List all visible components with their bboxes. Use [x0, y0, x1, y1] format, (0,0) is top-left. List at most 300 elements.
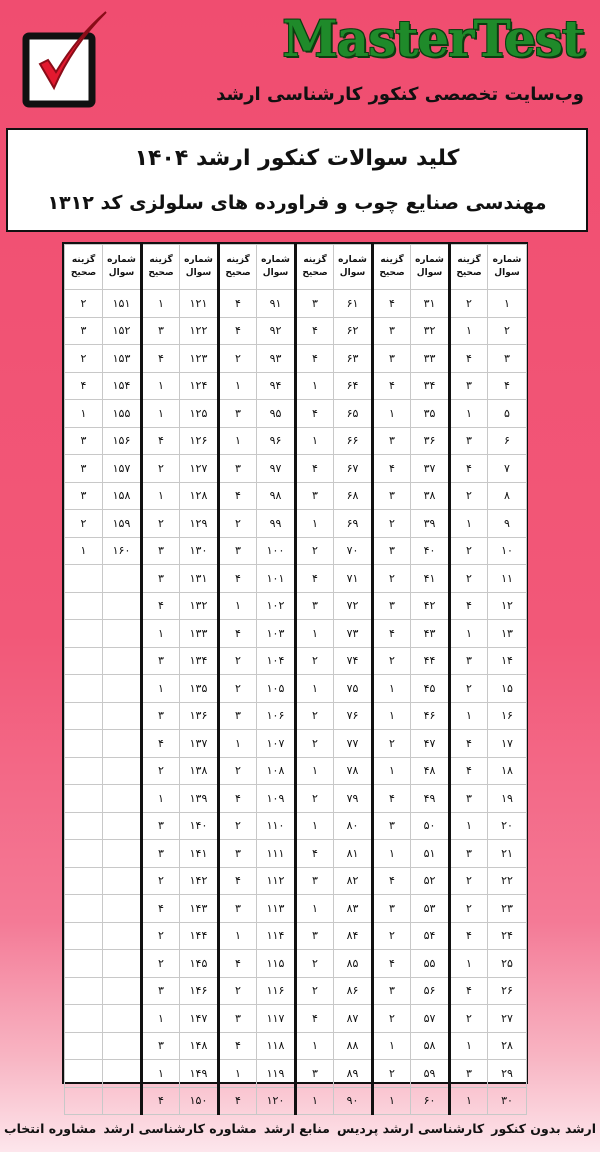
answer-key-table — [64, 244, 527, 1115]
answer-cell: ۴ — [219, 290, 257, 318]
question-number-cell: ۱۱۳ — [257, 895, 296, 923]
answer-cell: ۱ — [450, 1087, 488, 1115]
answer-cell: ۱ — [219, 427, 257, 455]
answer-cell: ۳ — [65, 317, 103, 345]
question-number-cell: ۱۴۶ — [180, 977, 219, 1005]
answer-cell: ۴ — [373, 290, 411, 318]
question-number-cell: ۲۰ — [488, 812, 527, 840]
answer-cell: ۲ — [450, 675, 488, 703]
answer-cell: ۲ — [65, 345, 103, 373]
question-number-cell: ۴۹ — [411, 785, 450, 813]
answer-cell — [65, 620, 103, 648]
question-number-cell: ۱۲۷ — [180, 455, 219, 483]
question-number-cell: ۸۴ — [334, 922, 373, 950]
question-number-cell: ۶۹ — [334, 510, 373, 538]
answer-cell — [65, 647, 103, 675]
question-number-cell: ۳۸ — [411, 482, 450, 510]
question-number-cell: ۲۶ — [488, 977, 527, 1005]
question-number-cell: ۹۰ — [334, 1087, 373, 1115]
question-number-cell: ۱۳۲ — [180, 592, 219, 620]
question-number-cell: ۱ — [488, 290, 527, 318]
question-number-cell: ۶۷ — [334, 455, 373, 483]
answer-cell: ۳ — [373, 977, 411, 1005]
question-number-cell: ۳۰ — [488, 1087, 527, 1115]
answer-cell — [65, 702, 103, 730]
answer-cell: ۱ — [450, 510, 488, 538]
answer-cell: ۴ — [142, 427, 180, 455]
table-row — [65, 702, 527, 730]
question-number-cell: ۵۳ — [411, 895, 450, 923]
question-number-cell: ۷۴ — [334, 647, 373, 675]
answer-cell: ۳ — [219, 1005, 257, 1033]
question-number-cell: ۶۵ — [334, 400, 373, 428]
header-correct-option: گزینه صحیح — [296, 245, 334, 290]
question-number-cell: ۸۷ — [334, 1005, 373, 1033]
answer-cell: ۴ — [142, 1087, 180, 1115]
question-number-cell: ۱۸ — [488, 757, 527, 785]
question-number-cell: ۵۵ — [411, 950, 450, 978]
answer-cell: ۲ — [450, 482, 488, 510]
answer-cell: ۲ — [450, 895, 488, 923]
answer-cell: ۲ — [219, 675, 257, 703]
question-number-cell: ۵۹ — [411, 1060, 450, 1088]
answer-cell — [65, 977, 103, 1005]
answer-cell: ۴ — [373, 455, 411, 483]
table-row — [65, 895, 527, 923]
answer-cell: ۳ — [373, 345, 411, 373]
answer-cell: ۴ — [450, 730, 488, 758]
question-number-cell: ۷۸ — [334, 757, 373, 785]
question-number-cell — [103, 812, 142, 840]
answer-cell: ۲ — [450, 867, 488, 895]
answer-cell — [65, 812, 103, 840]
question-number-cell: ۱۱۵ — [257, 950, 296, 978]
question-number-cell: ۸۰ — [334, 812, 373, 840]
answer-cell: ۱ — [296, 372, 334, 400]
answer-cell — [65, 785, 103, 813]
question-number-cell: ۱۴ — [488, 647, 527, 675]
footer-link[interactable]: منابع ارشد — [263, 1120, 330, 1136]
answer-cell: ۳ — [296, 290, 334, 318]
question-number-cell: ۱۳۱ — [180, 565, 219, 593]
answer-cell: ۲ — [142, 922, 180, 950]
answer-cell: ۱ — [373, 702, 411, 730]
question-number-cell: ۹۸ — [257, 482, 296, 510]
answer-cell — [65, 1060, 103, 1088]
question-number-cell: ۱۵۹ — [103, 510, 142, 538]
answer-cell: ۱ — [373, 1087, 411, 1115]
answer-cell: ۴ — [142, 592, 180, 620]
answer-cell: ۲ — [142, 867, 180, 895]
question-number-cell: ۱۳۹ — [180, 785, 219, 813]
answer-cell: ۴ — [373, 867, 411, 895]
answer-cell: ۱ — [373, 1032, 411, 1060]
question-number-cell: ۱۲۶ — [180, 427, 219, 455]
answer-cell — [65, 840, 103, 868]
answer-cell: ۳ — [219, 702, 257, 730]
question-number-cell: ۱۴۳ — [180, 895, 219, 923]
question-number-cell: ۳۵ — [411, 400, 450, 428]
question-number-cell: ۴۸ — [411, 757, 450, 785]
answer-cell: ۴ — [296, 565, 334, 593]
table-row — [65, 455, 527, 483]
answer-cell: ۲ — [219, 757, 257, 785]
answer-cell: ۴ — [450, 345, 488, 373]
question-number-cell: ۷۰ — [334, 537, 373, 565]
question-number-cell: ۲ — [488, 317, 527, 345]
question-number-cell: ۴۲ — [411, 592, 450, 620]
answer-cell: ۲ — [65, 290, 103, 318]
table-row — [65, 977, 527, 1005]
answer-cell: ۱ — [373, 400, 411, 428]
question-number-cell: ۵۴ — [411, 922, 450, 950]
answer-cell: ۱ — [142, 290, 180, 318]
answer-cell: ۳ — [296, 867, 334, 895]
question-number-cell: ۱۲۸ — [180, 482, 219, 510]
answer-cell: ۴ — [450, 922, 488, 950]
answer-cell: ۱ — [450, 400, 488, 428]
table-row — [65, 922, 527, 950]
answer-cell: ۱ — [142, 482, 180, 510]
answer-cell: ۱ — [450, 702, 488, 730]
question-number-cell: ۲۵ — [488, 950, 527, 978]
answer-cell: ۱ — [450, 1032, 488, 1060]
header-question-number: شماره سوال — [488, 245, 527, 290]
answer-cell: ۱ — [296, 895, 334, 923]
table-header-row — [65, 245, 527, 290]
answer-cell — [65, 592, 103, 620]
question-number-cell: ۵۰ — [411, 812, 450, 840]
answer-key-table-container — [62, 242, 528, 1108]
question-number-cell: ۱۱۷ — [257, 1005, 296, 1033]
answer-cell: ۲ — [219, 345, 257, 373]
header-correct-option: گزینه صحیح — [373, 245, 411, 290]
answer-cell: ۲ — [296, 537, 334, 565]
answer-cell: ۳ — [142, 317, 180, 345]
header-question-number: شماره سوال — [334, 245, 373, 290]
question-number-cell: ۱۰۴ — [257, 647, 296, 675]
answer-cell: ۱ — [142, 620, 180, 648]
table-row — [65, 372, 527, 400]
question-number-cell: ۱۵۰ — [180, 1087, 219, 1115]
answer-cell — [65, 1032, 103, 1060]
answer-cell: ۱ — [296, 1032, 334, 1060]
answer-cell: ۲ — [373, 922, 411, 950]
question-number-cell: ۷۱ — [334, 565, 373, 593]
answer-cell: ۱ — [219, 372, 257, 400]
question-number-cell: ۱۰ — [488, 537, 527, 565]
answer-cell: ۳ — [219, 840, 257, 868]
question-number-cell: ۱۳۵ — [180, 675, 219, 703]
question-number-cell: ۱۵۲ — [103, 317, 142, 345]
answer-cell — [65, 895, 103, 923]
question-number-cell — [103, 922, 142, 950]
question-number-cell: ۱۰۳ — [257, 620, 296, 648]
answer-cell: ۳ — [142, 840, 180, 868]
answer-cell: ۴ — [219, 482, 257, 510]
answer-cell: ۴ — [142, 345, 180, 373]
question-number-cell: ۹ — [488, 510, 527, 538]
question-number-cell: ۱۵۴ — [103, 372, 142, 400]
answer-cell: ۲ — [296, 950, 334, 978]
header-question-number: شماره سوال — [411, 245, 450, 290]
answer-cell: ۴ — [219, 867, 257, 895]
answer-cell: ۱ — [65, 537, 103, 565]
answer-cell: ۱ — [296, 510, 334, 538]
question-number-cell: ۱۲۴ — [180, 372, 219, 400]
answer-cell: ۴ — [450, 757, 488, 785]
answer-cell: ۱ — [296, 620, 334, 648]
answer-cell: ۳ — [373, 895, 411, 923]
answer-cell: ۴ — [219, 317, 257, 345]
question-number-cell: ۱۱۶ — [257, 977, 296, 1005]
question-number-cell: ۱۵۳ — [103, 345, 142, 373]
answer-cell: ۱ — [450, 317, 488, 345]
question-number-cell: ۱۴۵ — [180, 950, 219, 978]
answer-cell: ۴ — [450, 455, 488, 483]
answer-cell: ۳ — [219, 455, 257, 483]
answer-cell: ۲ — [219, 812, 257, 840]
table-row — [65, 400, 527, 428]
table-row — [65, 785, 527, 813]
answer-cell: ۳ — [373, 537, 411, 565]
answer-cell: ۱ — [142, 1060, 180, 1088]
page-title: کلید سوالات کنکور ارشد ۱۴۰۴ — [134, 146, 460, 171]
question-number-cell: ۸۵ — [334, 950, 373, 978]
footer-link[interactable]: مشاوره کارشناسی ارشد — [103, 1120, 257, 1136]
question-number-cell: ۱۳۷ — [180, 730, 219, 758]
question-number-cell: ۳۴ — [411, 372, 450, 400]
question-number-cell: ۶۰ — [411, 1087, 450, 1115]
answer-cell: ۲ — [450, 537, 488, 565]
answer-cell: ۲ — [296, 647, 334, 675]
question-number-cell — [103, 785, 142, 813]
answer-cell: ۴ — [450, 592, 488, 620]
question-number-cell: ۶۴ — [334, 372, 373, 400]
tagline: وب‌سایت تخصصی کنکور کارشناسی ارشد — [216, 84, 584, 105]
question-number-cell — [103, 950, 142, 978]
question-number-cell: ۱۰۲ — [257, 592, 296, 620]
footer-link[interactable]: کارشناسی ارشد پردیس — [337, 1120, 485, 1136]
answer-cell: ۱ — [296, 757, 334, 785]
table-row — [65, 592, 527, 620]
question-number-cell: ۶۲ — [334, 317, 373, 345]
question-number-cell: ۱۱۰ — [257, 812, 296, 840]
answer-cell: ۴ — [296, 317, 334, 345]
table-row — [65, 812, 527, 840]
question-number-cell: ۱۱۸ — [257, 1032, 296, 1060]
table-row — [65, 427, 527, 455]
answer-cell: ۲ — [373, 730, 411, 758]
question-number-cell — [103, 702, 142, 730]
question-number-cell: ۳۹ — [411, 510, 450, 538]
question-number-cell: ۶ — [488, 427, 527, 455]
answer-cell: ۲ — [142, 950, 180, 978]
answer-cell: ۲ — [373, 565, 411, 593]
answer-cell: ۲ — [450, 565, 488, 593]
table-row — [65, 1005, 527, 1033]
question-number-cell: ۴۰ — [411, 537, 450, 565]
answer-cell: ۳ — [142, 647, 180, 675]
question-number-cell: ۱۲۳ — [180, 345, 219, 373]
table-row — [65, 867, 527, 895]
answer-cell: ۳ — [219, 895, 257, 923]
question-number-cell: ۷۶ — [334, 702, 373, 730]
question-number-cell: ۱۵۵ — [103, 400, 142, 428]
answer-cell: ۱ — [142, 785, 180, 813]
answer-cell: ۲ — [296, 730, 334, 758]
question-number-cell: ۹۶ — [257, 427, 296, 455]
question-number-cell: ۱۲۹ — [180, 510, 219, 538]
answer-cell: ۱ — [142, 400, 180, 428]
question-number-cell: ۷۲ — [334, 592, 373, 620]
answer-cell: ۴ — [373, 372, 411, 400]
question-number-cell: ۱۱۴ — [257, 922, 296, 950]
question-number-cell: ۱۳۶ — [180, 702, 219, 730]
answer-cell — [65, 922, 103, 950]
question-number-cell: ۸۹ — [334, 1060, 373, 1088]
footer-link[interactable]: مشاوره انتخاب — [4, 1120, 97, 1136]
question-number-cell — [103, 867, 142, 895]
question-number-cell: ۱۶ — [488, 702, 527, 730]
question-number-cell: ۱۲۰ — [257, 1087, 296, 1115]
question-number-cell: ۱۲۲ — [180, 317, 219, 345]
answer-cell: ۳ — [296, 482, 334, 510]
answer-cell: ۲ — [142, 757, 180, 785]
answer-cell: ۱ — [142, 675, 180, 703]
question-number-cell: ۱۹ — [488, 785, 527, 813]
table-row — [65, 675, 527, 703]
footer-link[interactable]: ارشد بدون کنکور — [491, 1120, 596, 1136]
question-number-cell: ۱۳۸ — [180, 757, 219, 785]
answer-cell: ۴ — [373, 785, 411, 813]
answer-cell: ۲ — [296, 785, 334, 813]
answer-cell: ۴ — [219, 1087, 257, 1115]
answer-cell: ۳ — [142, 1032, 180, 1060]
question-number-cell: ۵۲ — [411, 867, 450, 895]
question-number-cell: ۳۷ — [411, 455, 450, 483]
header-correct-option: گزینه صحیح — [450, 245, 488, 290]
question-number-cell: ۱۳۰ — [180, 537, 219, 565]
question-number-cell: ۵۷ — [411, 1005, 450, 1033]
question-number-cell: ۱۵ — [488, 675, 527, 703]
question-number-cell: ۵۱ — [411, 840, 450, 868]
answer-cell: ۲ — [142, 510, 180, 538]
question-number-cell — [103, 730, 142, 758]
title-box — [6, 128, 588, 232]
question-number-cell: ۹۷ — [257, 455, 296, 483]
question-number-cell: ۹۴ — [257, 372, 296, 400]
answer-cell: ۳ — [450, 785, 488, 813]
question-number-cell: ۱۵۸ — [103, 482, 142, 510]
question-number-cell: ۸۶ — [334, 977, 373, 1005]
answer-cell: ۱ — [142, 372, 180, 400]
answer-cell: ۱ — [373, 840, 411, 868]
answer-cell — [65, 867, 103, 895]
question-number-cell: ۷۳ — [334, 620, 373, 648]
answer-cell: ۳ — [142, 812, 180, 840]
question-number-cell: ۱۷ — [488, 730, 527, 758]
table-row — [65, 290, 527, 318]
question-number-cell — [103, 757, 142, 785]
question-number-cell — [103, 565, 142, 593]
answer-cell: ۳ — [142, 977, 180, 1005]
question-number-cell: ۹۵ — [257, 400, 296, 428]
question-number-cell: ۱۲ — [488, 592, 527, 620]
table-row — [65, 1032, 527, 1060]
question-number-cell: ۱۴۲ — [180, 867, 219, 895]
question-number-cell: ۴۳ — [411, 620, 450, 648]
answer-cell: ۳ — [450, 647, 488, 675]
answer-cell: ۳ — [373, 812, 411, 840]
question-number-cell — [103, 592, 142, 620]
answer-cell: ۱ — [450, 620, 488, 648]
table-row — [65, 950, 527, 978]
answer-cell: ۳ — [450, 427, 488, 455]
header-correct-option: گزینه صحیح — [142, 245, 180, 290]
answer-cell: ۲ — [373, 647, 411, 675]
question-number-cell: ۲۸ — [488, 1032, 527, 1060]
question-number-cell: ۶۳ — [334, 345, 373, 373]
question-number-cell: ۲۹ — [488, 1060, 527, 1088]
answer-cell: ۱ — [219, 922, 257, 950]
question-number-cell: ۳۱ — [411, 290, 450, 318]
table-row — [65, 345, 527, 373]
answer-cell: ۱ — [296, 427, 334, 455]
question-number-cell: ۱۴۹ — [180, 1060, 219, 1088]
answer-cell: ۱ — [296, 675, 334, 703]
answer-cell: ۳ — [296, 592, 334, 620]
answer-cell: ۴ — [373, 620, 411, 648]
answer-cell: ۳ — [65, 427, 103, 455]
answer-cell: ۳ — [373, 427, 411, 455]
question-number-cell: ۱۱۹ — [257, 1060, 296, 1088]
logo — [22, 6, 110, 110]
table-row — [65, 730, 527, 758]
question-number-cell: ۴۶ — [411, 702, 450, 730]
table-row — [65, 510, 527, 538]
question-number-cell — [103, 620, 142, 648]
header-question-number: شماره سوال — [257, 245, 296, 290]
question-number-cell: ۱۴۴ — [180, 922, 219, 950]
answer-cell: ۱ — [296, 812, 334, 840]
question-number-cell: ۱۰۶ — [257, 702, 296, 730]
answer-cell: ۲ — [373, 1060, 411, 1088]
answer-cell: ۴ — [219, 565, 257, 593]
answer-cell — [65, 675, 103, 703]
answer-cell: ۳ — [142, 537, 180, 565]
answer-cell: ۲ — [450, 1005, 488, 1033]
answer-cell: ۲ — [142, 455, 180, 483]
question-number-cell: ۱۴۷ — [180, 1005, 219, 1033]
answer-cell — [65, 757, 103, 785]
question-number-cell: ۳۶ — [411, 427, 450, 455]
brand-logo-text: MasterTest — [282, 9, 584, 68]
answer-cell: ۱ — [142, 1005, 180, 1033]
answer-cell: ۳ — [65, 482, 103, 510]
question-number-cell: ۴۱ — [411, 565, 450, 593]
question-number-cell — [103, 1060, 142, 1088]
answer-cell: ۳ — [142, 565, 180, 593]
question-number-cell: ۴ — [488, 372, 527, 400]
answer-cell: ۳ — [142, 702, 180, 730]
answer-cell: ۲ — [296, 977, 334, 1005]
question-number-cell: ۱۲۱ — [180, 290, 219, 318]
question-number-cell — [103, 895, 142, 923]
header-correct-option: گزینه صحیح — [219, 245, 257, 290]
question-number-cell: ۱۳۴ — [180, 647, 219, 675]
question-number-cell: ۱۱۲ — [257, 867, 296, 895]
